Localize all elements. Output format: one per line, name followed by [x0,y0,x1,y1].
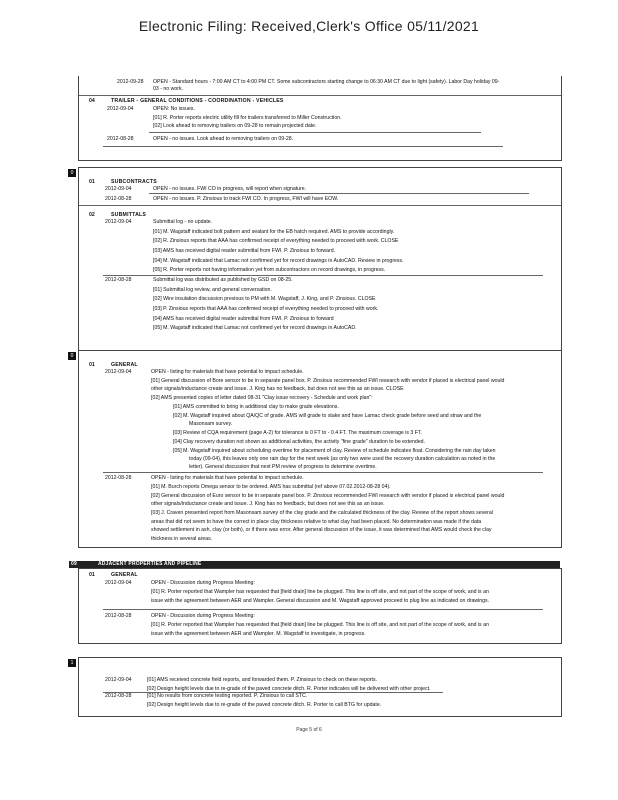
entry-text: [05] R. Porter reports not having information yet from subcontractors on record drawings, in progress. [153,267,386,273]
entry-text: [02] R. Zinsious reports that AAA has confirmed receipt of everything needed to proceed with work. CLOSE [153,238,399,244]
entry-text: letter). General discussion that next PM review of progress to determine overtime. [189,464,377,470]
section-band-title: ADJACENT PROPERTIES AND PIPELINE [98,561,202,567]
entry-text: [02] M. Wagstaff inquired about QA/QC of grade. AMS will grade to stake and have Lamac check grade before seed and straw and the [173,413,482,419]
entry-text: [01] AMS received concrete field reports, and forwarded them. P. Zinsious to check on these reports. [147,677,378,683]
entry-text: [04] M. Wagstaff indicated that Lamac not confirmed yet for record drawings in AutoCAD. Review in progress. [153,258,404,264]
entry-text: [01] AMS committed to bring in additional clay to make grade elevations. [173,404,339,410]
entry-text: [01] Submittal log review, and general conversation. [153,287,272,293]
entry-text: [01] R. Porter reported that Wampler has requested that [field drain] line be plugged. This line is off site, and not part of the scope of work, and is an [151,589,489,595]
entry-text: [02] Design height levels due to re-grade of the paved concrete ditch. R. Porter to call BTG for update. [147,702,382,708]
section-marker: 1 [68,659,76,667]
entry-text: [01] General discussion of Bore sensor to be in separate panel box. P. Zinsious recommended FWI research with vendor if placed is electrical panel would [151,378,505,384]
entry-date: 2012-09-04 [105,677,132,683]
entry-text: [03] P. Zinsious reports that AAA has confirmed receipt of everything needed to proceed with work. [153,306,379,312]
entry-text: OPEN - no issues. FWI CO in progress, will report when signature. [153,186,307,192]
entry-date: 2012-08-28 [105,277,132,283]
entry-date: 2012-08-28 [105,475,132,481]
section-number: 01 [89,572,95,578]
entry-text: [03] J. Craven presented report from Masonsam survey of the clay grade and the calculated thickness of the clay. Review of the report shows several [151,510,493,516]
entry-text: showed settlement in ash, clay (or both), or if there was error. After general discussion of the issue, it was determined that AMS would check the clay [151,527,492,533]
section-title: SUBMITTALS [111,212,147,218]
entry-text: [03] AMS has received digital reader submittal from FWI. P. Zinsious to forward. [153,248,336,254]
entry-text: OPEN - listing for materials that have potential to impact schedule. [151,475,304,481]
entry-date: 2012-09-04 [107,106,134,112]
entry-date: 2012-09-28 [117,79,144,85]
entry-text: today (09-04), this leaves only one rain day for the next week (as only two were used the recovery duration calculation as noted in the [189,456,496,462]
entry-text: 03 - no work. [153,86,183,92]
entry-text: other signals/inductance create and issue. J. King has no feedback, but does not see this as an issue. CLOSE [151,386,404,392]
section-title: GENERAL [111,362,138,368]
section-marker: 09 [71,561,77,567]
entry-text: Masonsam survey. [189,421,233,427]
section-testing [78,657,562,717]
entry-text: [02] Wire insulation discussion previous to PM with M. Wagstaff, J. King, and P. Zinsious. CLOSE [153,296,376,302]
section-title: GENERAL [111,572,138,578]
entry-text: OPEN - no issues. Look ahead to removing trailers on 09-28. [153,136,294,142]
page-number: Page 5 of 6 [296,727,322,733]
entry-text: OPEN - listing for materials that have potential to impact schedule. [151,369,304,375]
section-title: SUBCONTRACTS [111,179,157,185]
section-number: 01 [89,362,95,368]
entry-text: [02] Design height levels due to re-grade of the paved concrete ditch. R. Porter indicates will be delivered with other project. [147,686,431,692]
entry-text: [03] Review of CQA requirement (page A-2) for tolerance is 0 FT to - 0.4 FT. The maximum coverage is 3 FT. [173,430,422,436]
section-marker: 0 [68,352,76,360]
entry-text: issue with the agreement between AER and Wampler. M. Wagstaff to investigate, in progress. [151,631,366,637]
section-marker: 0 [68,169,76,177]
section-subcontracts [78,167,562,364]
section-trailer [78,76,562,161]
entry-text: OPEN - no issues. P. Zinsious to track FWI CO. In progress, FWI will have EOW. [153,196,339,202]
entry-date: 2012-08-28 [107,136,134,142]
entry-text: [01] M. Wagstaff indicated bolt pattern and sealant for the EB hatch required. AMS to provide accordingly. [153,229,395,235]
entry-text: [01] M. Burch reports Omega sensor to be ordered. AMS has submittal (ref above 07.02.2012-08-28 04). [151,484,391,490]
entry-text: thickness in several areas. [151,536,213,542]
entry-text: other signals/inductance create and issue. J. King has no feedback, but does not see this as an issue. [151,501,385,507]
section-general [78,350,562,548]
entry-text: [05] M. Wagstaff indicated that Lamac not confirmed yet for record drawings in AutoCAD. [153,325,357,331]
entry-text: [01] R. Porter reports electric utility fill for trailers transferred to Miller Construction. [153,115,342,121]
entry-text: Submittal log - no update. [153,219,213,225]
entry-date: 2012-09-04 [105,369,132,375]
filing-stamp: Electronic Filing: Received,Clerk's Office 05/11/2021 [138,18,480,34]
entry-text: [04] Clay recovery duration not shown as additional activities, the activity "fine grade" duration to be extended. [173,439,425,445]
entry-text: [02] AMS presented copies of letter dated 08-31 "Clay issue recovery - Schedule and work plan": [151,395,373,401]
entry-date: 2012-09-04 [105,186,132,192]
entry-date: 2012-08-28 [105,693,132,699]
entry-text: OPEN - Standard hours - 7:00 AM CT to 4:00 PM CT. Some subcontractors starting change to 06:30 AM CT due to light (safety). Labor Day holiday 09- [153,79,500,85]
entry-date: 2012-09-04 [105,219,132,225]
entry-text: issue with the agreement between AER and Wampler. General discussion and M. Wagstaff approved proceed to plug line as indicated on drawings. [151,598,490,604]
section-number: 01 [89,179,95,185]
entry-text: [01] R. Porter reported that Wampler has requested that [field drain] line be plugged. This line is off site, and not part of the scope of work, and is an [151,622,489,628]
section-number: 02 [89,212,95,218]
entry-text: OPEN: No issues. [153,106,195,112]
section-number: 04 [89,98,95,104]
section-adjacent-properties [78,568,562,644]
entry-text: [04] AMS has received digital reader submittal from FWI. P. Zinsious to forward [153,316,334,322]
entry-text: [02] Look ahead to removing trailers on 09-28 to remain projected date. [153,123,317,129]
entry-text: [05] M. Wagstaff inquired about scheduling overtime for placement of clay. Review of schedule indicates float. Considering the rain day taken [173,448,496,454]
entry-text: Submittal log was distributed as published by GSD on 08-25. [153,277,293,283]
entry-text: OPEN - Discussion during Progress Meeting: [151,580,255,586]
entry-date: 2012-09-04 [105,580,132,586]
entry-date: 2012-08-28 [105,196,132,202]
entry-text: [02] General discussion of Euro sensor to be in separate panel box. P. Zinsious recommended FWI research with vendor if placed is electrical panel would [151,493,505,499]
entry-date: 2012-08-28 [105,613,132,619]
entry-text: OPEN - Discussion during Progress Meeting: [151,613,255,619]
section-title: TRAILER - GENERAL CONDITIONS - COORDINATION - VEHICLES [111,98,284,104]
entry-text: [01] No results from concrete testing reported. P. Zinsious to call STC. [147,693,308,699]
entry-text: areas that did not seem to have the correct in place clay thickness relative to what clay had been placed. No determination was made if the data [151,519,482,525]
